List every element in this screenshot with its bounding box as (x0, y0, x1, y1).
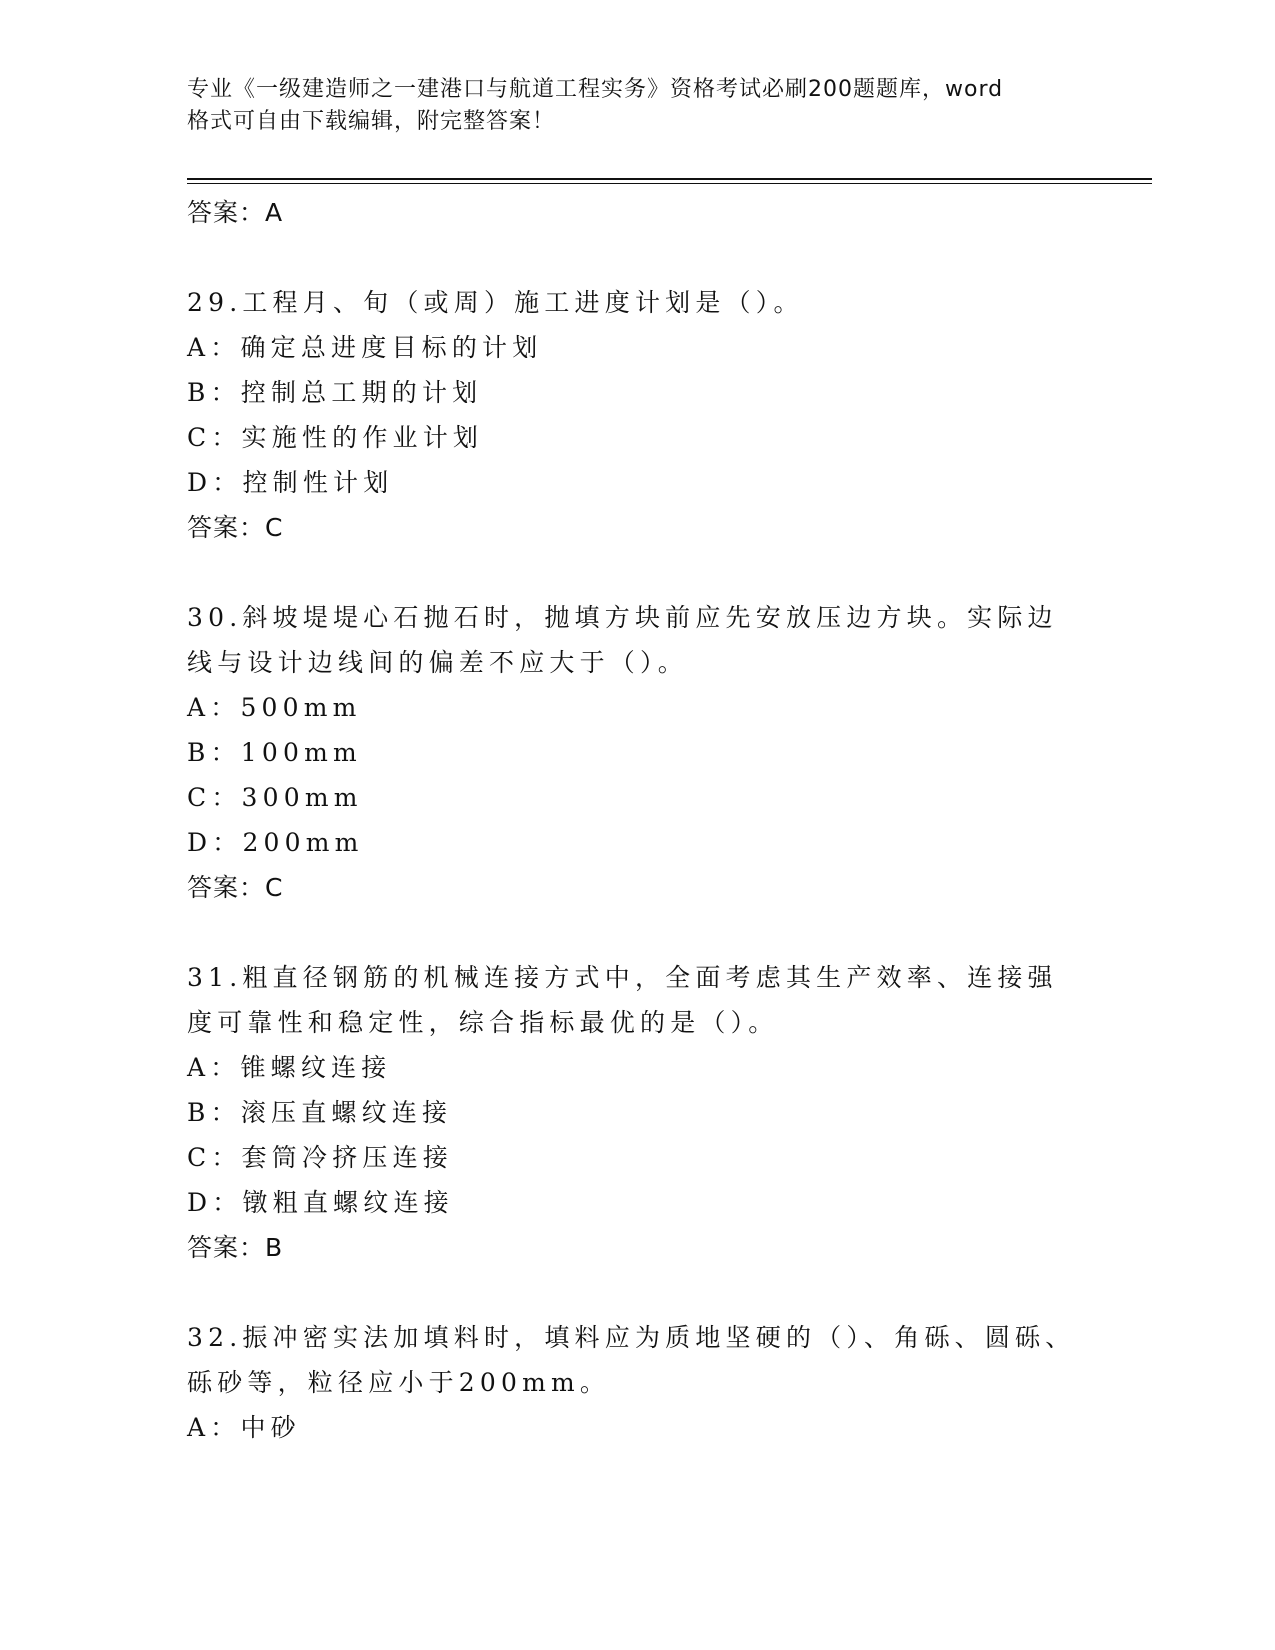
option-c: C：实施性的作业计划 (187, 423, 484, 452)
spacer (187, 550, 1087, 595)
document-header (187, 74, 1067, 138)
question-stem: 29.工程月、旬（或周）施工进度计划是（）。 (187, 288, 804, 317)
header-title-line2: 格式可自由下载编辑，附完整答案！ (187, 109, 556, 134)
option-a: A：确定总进度目标的计划 (187, 333, 543, 362)
header-divider-thick (187, 178, 1152, 180)
spacer (187, 910, 1087, 955)
option-d: D：控制性计划 (187, 468, 394, 497)
question-30 (187, 595, 1087, 910)
option-b: B：滚压直螺纹连接 (187, 1098, 453, 1127)
question-answer: 答案：C (187, 513, 284, 542)
question-answer: 答案：C (187, 873, 284, 902)
option-a: A：锥螺纹连接 (187, 1053, 392, 1082)
option-d: D：镦粗直螺纹连接 (187, 1188, 454, 1217)
previous-answer: 答案：A (187, 198, 284, 227)
option-d: D：200mm (187, 828, 364, 857)
question-29 (187, 280, 1087, 550)
header-title-line1: 专业《一级建造师之一建港口与航道工程实务》资格考试必刷200题题库，word (187, 77, 1004, 102)
option-b: B：100mm (187, 738, 362, 767)
option-b: B：控制总工期的计划 (187, 378, 483, 407)
question-stem: 30.斜坡堤堤心石抛石时，抛填方块前应先安放压边方块。实际边线与设计边线间的偏差不应大于（）。 (187, 603, 1058, 677)
spacer (187, 235, 1087, 280)
option-a: A：500mm (187, 693, 362, 722)
spacer (187, 1270, 1087, 1315)
question-stem: 32.振冲密实法加填料时，填料应为质地坚硬的（）、角砾、圆砾、砾砂等，粒径应小于200mm。 (187, 1323, 1076, 1397)
question-stem: 31.粗直径钢筋的机械连接方式中，全面考虑其生产效率、连接强度可靠性和稳定性，综合指标最优的是（）。 (187, 963, 1058, 1037)
question-list (187, 190, 1087, 1450)
question-31 (187, 955, 1087, 1270)
option-c: C：300mm (187, 783, 363, 812)
header-divider-thin (187, 183, 1152, 184)
option-c: C：套筒冷挤压连接 (187, 1143, 453, 1172)
question-32 (187, 1315, 1087, 1450)
option-a: A：中砂 (187, 1413, 301, 1442)
question-answer: 答案：B (187, 1233, 284, 1262)
